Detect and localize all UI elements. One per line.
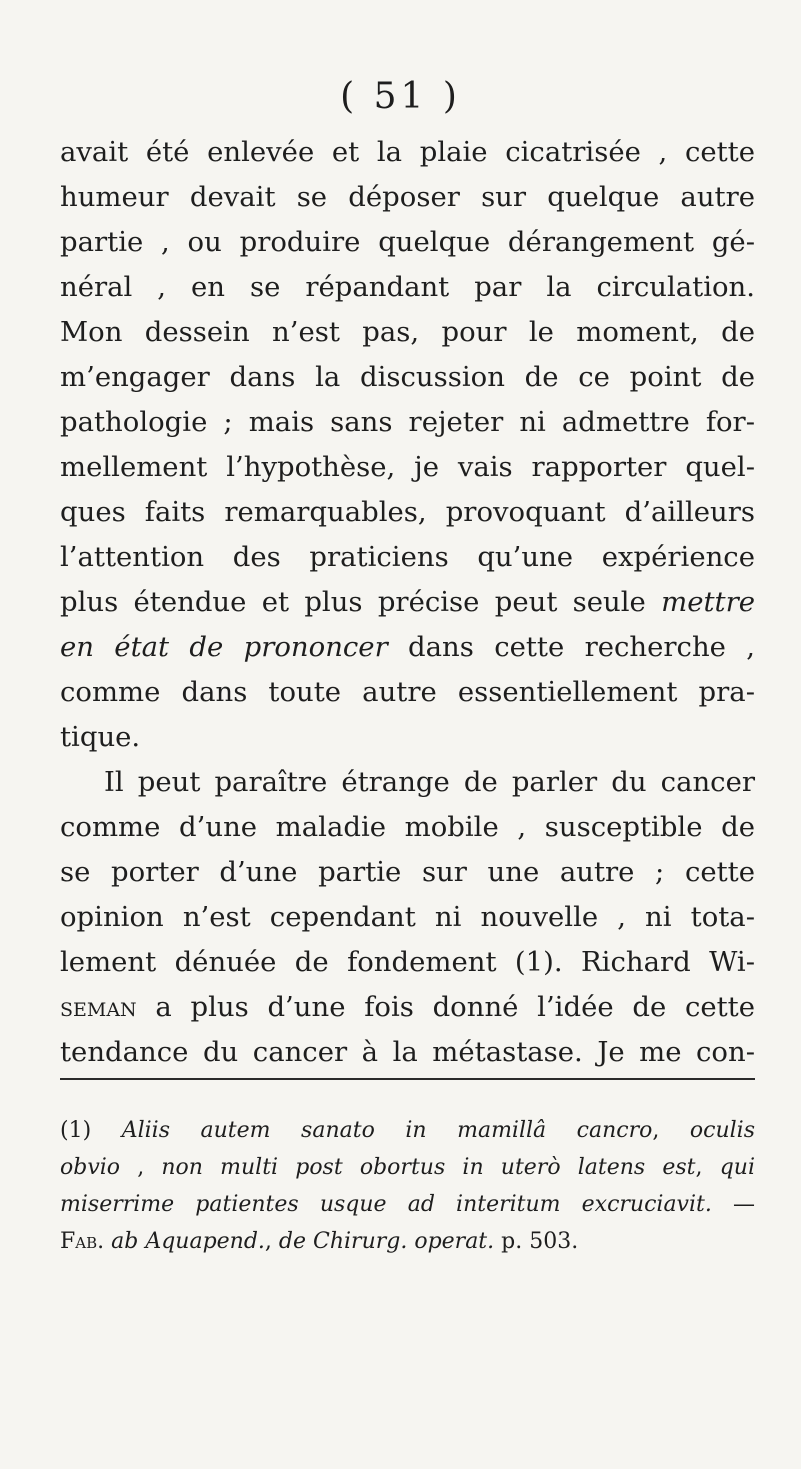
page-number: ( 51 ) — [340, 76, 461, 117]
footnote-line — [60, 1223, 755, 1260]
text-line: Mon dessein n’est pas, pour le moment, de — [60, 316, 755, 348]
footnote-divider — [60, 1078, 755, 1080]
footnote-marker: (1) — [60, 1118, 122, 1143]
text-line — [60, 580, 755, 625]
italic-text: mettre — [661, 586, 755, 618]
text-line: l’attention des praticiens qu’une expérience — [60, 541, 755, 573]
text-line: avait été enlevée et la plaie cicatrisée , cette — [60, 136, 755, 168]
footnote-line — [60, 1186, 755, 1223]
text-line: m’engager dans la discussion de ce point de — [60, 361, 755, 393]
italic-text: Aliis autem sanato in mamillâ cancro — [121, 1118, 653, 1143]
text-line: humeur devait se déposer sur quelque autre — [60, 181, 755, 213]
italic-text: oculis — [689, 1118, 756, 1143]
text-line — [60, 985, 755, 1030]
italic-text: en état de prononcer — [60, 631, 388, 663]
small-caps-name: Fab. — [60, 1229, 105, 1254]
text-segment: dans cette recherche , — [387, 631, 755, 663]
text-line — [60, 625, 755, 670]
footnote-line — [60, 1112, 755, 1149]
text-line: Il peut paraître étrange de parler du cancer — [104, 766, 755, 798]
text-segment: , — [652, 1118, 690, 1143]
text-segment: , — [695, 1155, 720, 1180]
text-line: opinion n’est cependant ni nouvelle , ni tota- — [60, 901, 755, 933]
text-line: se porter d’une partie sur une autre ; cette — [60, 856, 755, 888]
italic-text: non multi post obortus in uterò latens est — [161, 1155, 696, 1180]
text-segment: , — [264, 1229, 279, 1254]
text-line: mellement l’hypothèse, je vais rapporter quel- — [60, 451, 755, 483]
italic-text: obvio — [60, 1155, 121, 1180]
italic-text: qui — [719, 1155, 755, 1180]
text-segment: plus étendue et plus précise peut seule — [60, 586, 662, 618]
text-segment: , — [120, 1155, 162, 1180]
footnote — [60, 1112, 755, 1260]
text-line: néral , en se répandant par la circulation. — [60, 271, 755, 303]
text-segment: p. 503. — [494, 1229, 579, 1254]
text-line: comme d’une maladie mobile , susceptible de — [60, 811, 755, 843]
text-line: partie , ou produire quelque dérangement gé- — [60, 226, 755, 258]
italic-text: miserrime patientes usque ad interitum excruciavit. — [60, 1192, 712, 1217]
footnote-line — [60, 1149, 755, 1186]
text-line: comme dans toute autre essentiellement pra- — [60, 676, 755, 708]
small-caps-name: seman — [60, 991, 137, 1023]
body-text — [60, 130, 755, 1075]
text-segment: — — [711, 1192, 755, 1217]
text-line: lement dénuée de fondement (1). Richard Wi- — [60, 946, 755, 978]
text-line: pathologie ; mais sans rejeter ni admettre for- — [60, 406, 755, 438]
text-line: tendance du cancer à la métastase. Je me con- — [60, 1036, 755, 1068]
text-line: ques faits remarquables, provoquant d’ailleurs — [60, 496, 755, 528]
text-segment: a plus d’une fois donné l’idée de cette — [136, 991, 755, 1023]
italic-text: ab Aquapend. — [111, 1229, 265, 1254]
italic-text: de Chirurg. operat. — [278, 1229, 495, 1254]
text-line: tique. — [60, 721, 141, 753]
